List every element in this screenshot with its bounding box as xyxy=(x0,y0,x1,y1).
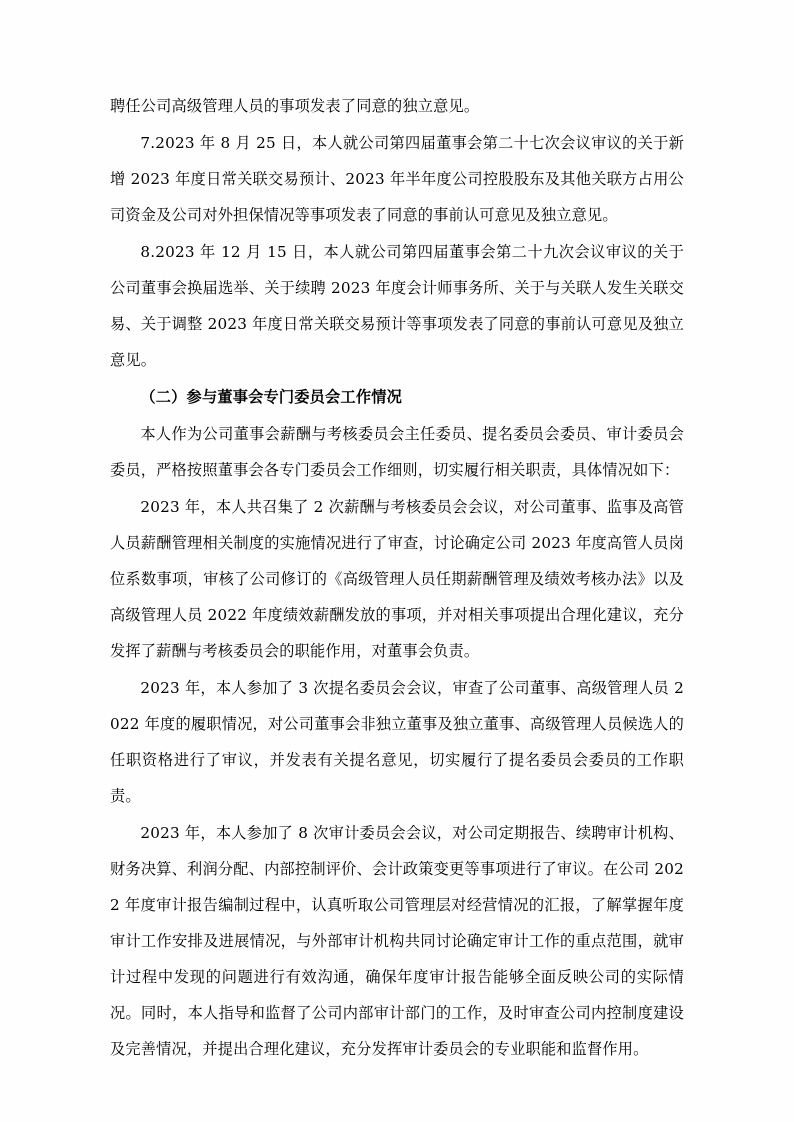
section-heading-committee-work: （二）参与董事会专门委员会工作情况 xyxy=(140,388,402,406)
document-body xyxy=(110,88,684,1068)
paragraph-remuneration-committee: 2023 年，本人共召集了 2 次薪酬与考核委员会会议，对公司董事、监事及高管人员薪酬管理相关制度的实施情况进行了审查，讨论确定公司 2023 年度高管人员岗位系数事项，审核了公司修订的《高级管理人员任期薪酬管理及绩效考核办法》以及高级管理人员 2022 年度绩效薪酬发放的事项，并对相关事项提出合理化建议，充分发挥了薪酬与考核委员会的职能作用，对董事会负责。 xyxy=(110,498,684,660)
paragraph-continuation: 聘任公司高级管理人员的事项发表了同意的独立意见。 xyxy=(110,97,480,115)
paragraph-committee-intro: 本人作为公司董事会薪酬与考核委员会主任委员、提名委员会委员、审计委员会委员，严格按照董事会各专门委员会工作细则，切实履行相关职责，具体情况如下： xyxy=(110,425,684,479)
paragraph-item-7: 7.2023 年 8 月 25 日，本人就公司第四届董事会第二十七次会议审议的关于新增 2023 年度日常关联交易预计、2023 年半年度公司控股股东及其他关联方占用公司资金及公司对外担保情况等事项发表了同意的事前认可意见及独立意见。 xyxy=(110,134,684,224)
paragraph-audit-committee: 2023 年，本人参加了 8 次审计委员会会议，对公司定期报告、续聘审计机构、财务决算、利润分配、内部控制评价、会计政策变更等事项进行了审议。在公司 2022 年度审计报告编制过程中，认真听取公司管理层对经营情况的汇报，了解掌握年度审计工作安排及进展情况，与外部审计机构共同讨论确定审计工作的重点范围，就审计过程中发现的问题进行有效沟通，确保年度审计报告能够全面反映公司的实际情况。同时，本人指导和监督了公司内部审计部门的工作，及时审查公司内控制度建设及完善情况，并提出合理化建议，充分发挥审计委员会的专业职能和监督作用。 xyxy=(110,824,684,1058)
paragraph-nomination-committee: 2023 年，本人参加了 3 次提名委员会会议，审查了公司董事、高级管理人员 2022 年度的履职情况，对公司董事会非独立董事及独立董事、高级管理人员候选人的任职资格进行了审议，并发表有关提名意见，切实履行了提名委员会委员的工作职责。 xyxy=(110,679,684,805)
paragraph-item-8: 8.2023 年 12 月 15 日，本人就公司第四届董事会第二十九次会议审议的关于公司董事会换届选举、关于续聘 2023 年度会计师事务所、关于与关联人发生关联交易、关于调整 2023 年度日常关联交易预计等事项发表了同意的事前认可意见及独立意见。 xyxy=(110,243,684,369)
